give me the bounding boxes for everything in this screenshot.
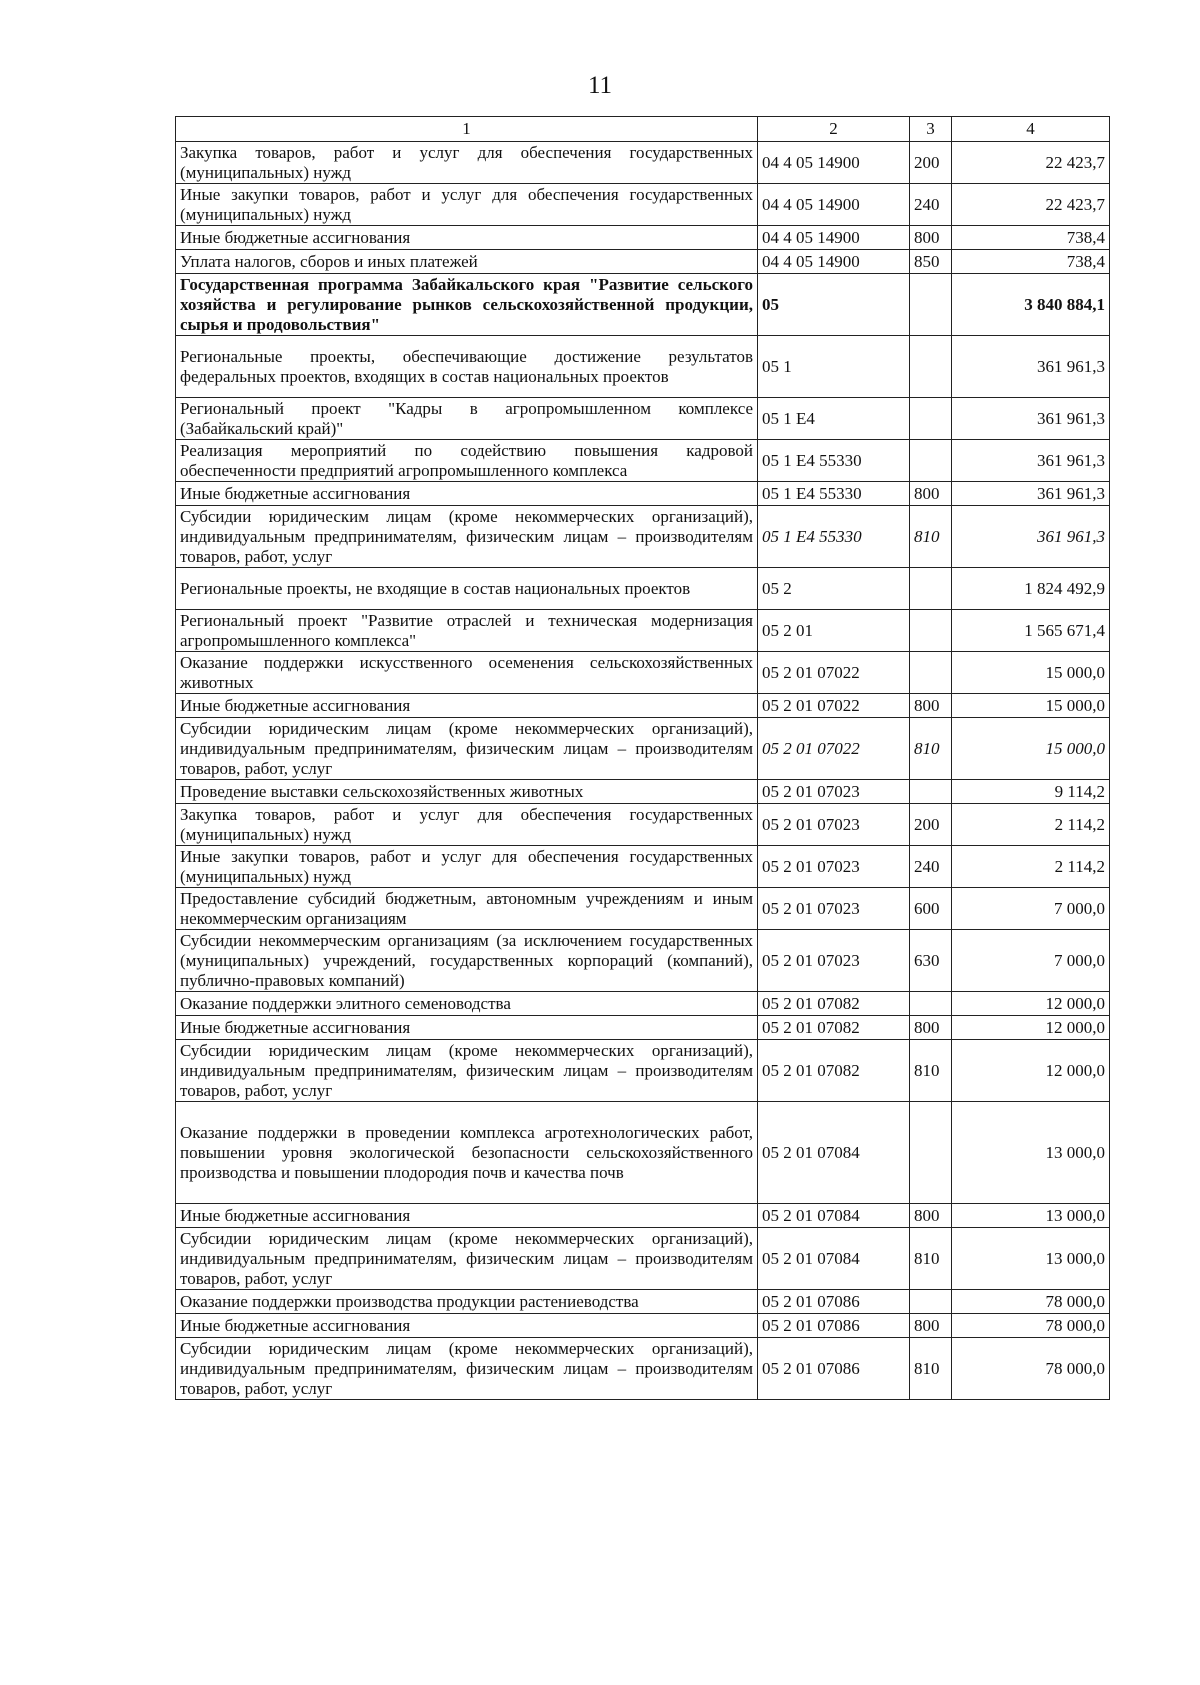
row-expense-type: 810	[910, 1040, 952, 1102]
row-expense-type: 240	[910, 184, 952, 226]
row-sum: 1 565 671,4	[952, 610, 1110, 652]
table-row	[176, 184, 1110, 226]
row-name: Уплата налогов, сборов и иных платежей	[176, 250, 758, 274]
table-row	[176, 1040, 1110, 1102]
table-row	[176, 482, 1110, 506]
table-header	[176, 117, 1110, 142]
row-expense-type: 600	[910, 888, 952, 930]
row-sum: 12 000,0	[952, 1016, 1110, 1040]
budget-table	[175, 116, 1110, 1400]
row-code: 05 1 Е4 55330	[758, 506, 910, 568]
row-name: Оказание поддержки элитного семеноводства	[176, 992, 758, 1016]
table-row	[176, 336, 1110, 398]
row-code: 05 2 01 07023	[758, 846, 910, 888]
row-expense-type	[910, 336, 952, 398]
row-name: Проведение выставки сельскохозяйственных животных	[176, 780, 758, 804]
row-name: Оказание поддержки производства продукции растениеводства	[176, 1290, 758, 1314]
row-expense-type: 800	[910, 694, 952, 718]
row-sum: 78 000,0	[952, 1314, 1110, 1338]
row-code: 05 2 01 07086	[758, 1338, 910, 1400]
row-sum: 738,4	[952, 226, 1110, 250]
page-number: 11	[587, 72, 613, 99]
table-row	[176, 1338, 1110, 1400]
row-expense-type	[910, 652, 952, 694]
row-expense-type	[910, 274, 952, 336]
row-sum: 2 114,2	[952, 846, 1110, 888]
row-name: Региональные проекты, не входящие в состав национальных проектов	[176, 568, 758, 610]
row-expense-type: 810	[910, 1228, 952, 1290]
row-code: 05 2 01 07082	[758, 1040, 910, 1102]
row-name: Иные бюджетные ассигнования	[176, 694, 758, 718]
row-code: 05	[758, 274, 910, 336]
table-row	[176, 440, 1110, 482]
table-row	[176, 610, 1110, 652]
row-code: 05 1 Е4	[758, 398, 910, 440]
row-name: Субсидии юридическим лицам (кроме некоммерческих организаций), индивидуальным предпринимателям, физическим лицам – производителям товаров, работ, услуг	[176, 1338, 758, 1400]
row-sum: 22 423,7	[952, 184, 1110, 226]
table-row	[176, 1204, 1110, 1228]
row-name: Региональный проект "Кадры в агропромышленном комплексе (Забайкальский край)"	[176, 398, 758, 440]
row-expense-type	[910, 780, 952, 804]
row-code: 05 2 01 07086	[758, 1290, 910, 1314]
row-sum: 7 000,0	[952, 930, 1110, 992]
row-code: 05 2 01 07084	[758, 1102, 910, 1204]
header-row	[176, 117, 1110, 142]
row-expense-type	[910, 610, 952, 652]
row-sum: 15 000,0	[952, 652, 1110, 694]
row-sum: 361 961,3	[952, 506, 1110, 568]
table-row	[176, 398, 1110, 440]
row-code: 05 2 01 07023	[758, 930, 910, 992]
table-row	[176, 274, 1110, 336]
row-name: Иные закупки товаров, работ и услуг для обеспечения государственных (муниципальных) нужд	[176, 184, 758, 226]
row-expense-type: 810	[910, 1338, 952, 1400]
row-name: Субсидии юридическим лицам (кроме некоммерческих организаций), индивидуальным предпринимателям, физическим лицам – производителям товаров, работ, услуг	[176, 1228, 758, 1290]
row-name: Иные закупки товаров, работ и услуг для обеспечения государственных (муниципальных) нужд	[176, 846, 758, 888]
row-expense-type	[910, 440, 952, 482]
row-expense-type	[910, 992, 952, 1016]
row-name: Иные бюджетные ассигнования	[176, 226, 758, 250]
table-row	[176, 718, 1110, 780]
row-code: 05 2 01 07022	[758, 652, 910, 694]
row-name: Оказание поддержки в проведении комплекса агротехнологических работ, повышении уровня экологической безопасности сельскохозяйственного производства и повышении плодородия почв и качества почв	[176, 1102, 758, 1204]
header-col-3: 3	[910, 117, 952, 142]
row-expense-type: 800	[910, 482, 952, 506]
row-name: Закупка товаров, работ и услуг для обеспечения государственных (муниципальных) нужд	[176, 804, 758, 846]
row-code: 05 2 01 07022	[758, 718, 910, 780]
table-row	[176, 1314, 1110, 1338]
row-code: 04 4 05 14900	[758, 184, 910, 226]
row-code: 05 2 01 07082	[758, 1016, 910, 1040]
row-code: 04 4 05 14900	[758, 250, 910, 274]
row-code: 05 1 Е4 55330	[758, 482, 910, 506]
row-expense-type	[910, 398, 952, 440]
row-name: Региональный проект "Развитие отраслей и техническая модернизация агропромышленного комплекса"	[176, 610, 758, 652]
table-row	[176, 568, 1110, 610]
header-col-2: 2	[758, 117, 910, 142]
row-code: 05 1 Е4 55330	[758, 440, 910, 482]
table-row	[176, 226, 1110, 250]
row-sum: 738,4	[952, 250, 1110, 274]
table-row	[176, 506, 1110, 568]
table-body	[176, 142, 1110, 1400]
table-row	[176, 652, 1110, 694]
row-sum: 361 961,3	[952, 336, 1110, 398]
row-sum: 78 000,0	[952, 1290, 1110, 1314]
row-expense-type: 800	[910, 1016, 952, 1040]
row-code: 04 4 05 14900	[758, 142, 910, 184]
row-expense-type: 850	[910, 250, 952, 274]
row-expense-type: 200	[910, 804, 952, 846]
row-code: 05 2 01 07084	[758, 1204, 910, 1228]
row-code: 04 4 05 14900	[758, 226, 910, 250]
row-sum: 15 000,0	[952, 718, 1110, 780]
table-row	[176, 694, 1110, 718]
header-col-1: 1	[176, 117, 758, 142]
row-sum: 1 824 492,9	[952, 568, 1110, 610]
table-row	[176, 142, 1110, 184]
row-sum: 2 114,2	[952, 804, 1110, 846]
row-code: 05 2 01	[758, 610, 910, 652]
row-expense-type	[910, 1290, 952, 1314]
row-code: 05 2 01 07086	[758, 1314, 910, 1338]
row-sum: 78 000,0	[952, 1338, 1110, 1400]
header-col-4: 4	[952, 117, 1110, 142]
row-expense-type: 810	[910, 718, 952, 780]
row-code: 05 2 01 07022	[758, 694, 910, 718]
table-row	[176, 992, 1110, 1016]
row-sum: 22 423,7	[952, 142, 1110, 184]
row-expense-type: 800	[910, 1314, 952, 1338]
row-expense-type: 200	[910, 142, 952, 184]
row-expense-type: 810	[910, 506, 952, 568]
row-expense-type: 800	[910, 1204, 952, 1228]
table-row	[176, 250, 1110, 274]
table-row	[176, 780, 1110, 804]
row-code: 05 2 01 07023	[758, 888, 910, 930]
table-row	[176, 930, 1110, 992]
table-row	[176, 1016, 1110, 1040]
row-name: Региональные проекты, обеспечивающие достижение результатов федеральных проектов, входящих в состав национальных проектов	[176, 336, 758, 398]
row-code: 05 2 01 07023	[758, 780, 910, 804]
row-expense-type	[910, 1102, 952, 1204]
table-row	[176, 846, 1110, 888]
row-sum: 361 961,3	[952, 440, 1110, 482]
row-name: Предоставление субсидий бюджетным, автономным учреждениям и иным некоммерческим организациям	[176, 888, 758, 930]
row-sum: 7 000,0	[952, 888, 1110, 930]
row-sum: 12 000,0	[952, 992, 1110, 1016]
table-row	[176, 1290, 1110, 1314]
row-code: 05 2 01 07082	[758, 992, 910, 1016]
row-code: 05 2 01 07023	[758, 804, 910, 846]
row-sum: 361 961,3	[952, 398, 1110, 440]
row-expense-type: 630	[910, 930, 952, 992]
table-row	[176, 888, 1110, 930]
row-sum: 13 000,0	[952, 1228, 1110, 1290]
row-code: 05 2	[758, 568, 910, 610]
row-sum: 13 000,0	[952, 1204, 1110, 1228]
row-code: 05 1	[758, 336, 910, 398]
row-name: Субсидии юридическим лицам (кроме некоммерческих организаций), индивидуальным предпринимателям, физическим лицам – производителям товаров, работ, услуг	[176, 718, 758, 780]
row-sum: 3 840 884,1	[952, 274, 1110, 336]
row-sum: 12 000,0	[952, 1040, 1110, 1102]
row-name: Закупка товаров, работ и услуг для обеспечения государственных (муниципальных) нужд	[176, 142, 758, 184]
row-name: Иные бюджетные ассигнования	[176, 482, 758, 506]
row-name: Субсидии некоммерческим организациям (за исключением государственных (муниципальных) учреждений, государственных корпораций (компаний), публично-правовых компаний)	[176, 930, 758, 992]
row-name: Иные бюджетные ассигнования	[176, 1016, 758, 1040]
row-expense-type	[910, 568, 952, 610]
row-sum: 9 114,2	[952, 780, 1110, 804]
row-name: Оказание поддержки искусственного осеменения сельскохозяйственных животных	[176, 652, 758, 694]
row-expense-type: 800	[910, 226, 952, 250]
row-name: Реализация мероприятий по содействию повышения кадровой обеспеченности предприятий агропромышленного комплекса	[176, 440, 758, 482]
row-name: Государственная программа Забайкальского края "Развитие сельского хозяйства и регулирование рынков сельскохозяйственной продукции, сырья и продовольствия"	[176, 274, 758, 336]
row-sum: 13 000,0	[952, 1102, 1110, 1204]
table-row	[176, 1228, 1110, 1290]
row-sum: 15 000,0	[952, 694, 1110, 718]
row-name: Субсидии юридическим лицам (кроме некоммерческих организаций), индивидуальным предпринимателям, физическим лицам – производителям товаров, работ, услуг	[176, 506, 758, 568]
table-row	[176, 1102, 1110, 1204]
row-expense-type: 240	[910, 846, 952, 888]
row-name: Субсидии юридическим лицам (кроме некоммерческих организаций), индивидуальным предпринимателям, физическим лицам – производителям товаров, работ, услуг	[176, 1040, 758, 1102]
row-sum: 361 961,3	[952, 482, 1110, 506]
row-code: 05 2 01 07084	[758, 1228, 910, 1290]
row-name: Иные бюджетные ассигнования	[176, 1204, 758, 1228]
table-row	[176, 804, 1110, 846]
row-name: Иные бюджетные ассигнования	[176, 1314, 758, 1338]
